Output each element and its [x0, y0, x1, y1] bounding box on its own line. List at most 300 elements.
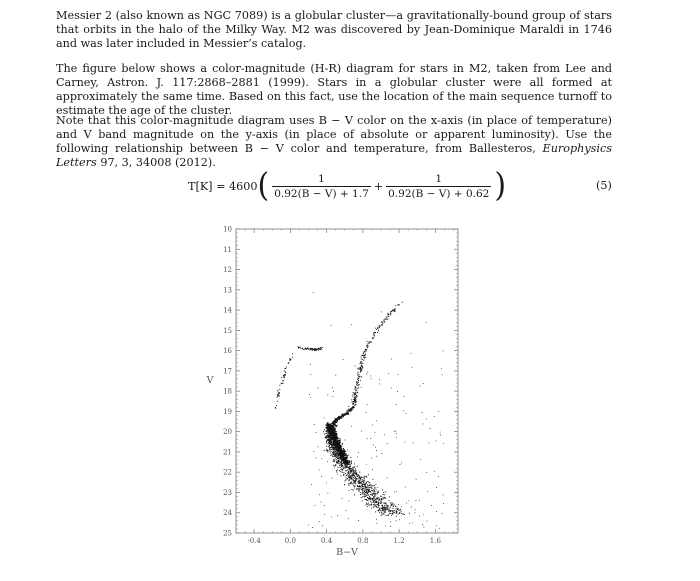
main-sequence-star-point — [388, 515, 389, 516]
main-sequence-star-point — [381, 513, 382, 514]
field-star-point — [381, 453, 382, 454]
turnoff-core-star-point — [344, 453, 345, 454]
field-star-point — [342, 498, 343, 499]
field-star-point — [403, 410, 404, 411]
main-sequence-star-point — [329, 433, 330, 434]
field-star-point — [335, 375, 336, 376]
main-sequence-star-point — [364, 483, 365, 484]
field-star-point — [318, 388, 319, 389]
rgb-star-point — [356, 389, 357, 390]
main-sequence-star-point — [393, 505, 394, 506]
blue-hb-star-point — [281, 383, 282, 384]
field-star-point — [357, 456, 358, 457]
turnoff-core-star-point — [343, 449, 344, 450]
field-star-point — [384, 434, 385, 435]
main-sequence-star-point — [348, 466, 349, 467]
main-sequence-star-point — [350, 471, 351, 472]
main-sequence-star-point — [350, 482, 351, 483]
field-star-point — [391, 505, 392, 506]
field-star-point — [409, 523, 410, 524]
rgb-star-point — [358, 380, 359, 381]
turnoff-core-star-point — [327, 430, 328, 431]
blue-hb-star-point — [275, 408, 276, 409]
main-sequence-star-point — [359, 485, 360, 486]
field-star-point — [440, 435, 441, 436]
field-star-point — [344, 484, 345, 485]
main-sequence-star-point — [355, 470, 356, 471]
field-star-point — [438, 476, 439, 477]
y-tick-label: 18 — [223, 387, 232, 396]
main-sequence-star-point — [365, 495, 366, 496]
horizontal-branch-star-point — [310, 348, 311, 349]
field-star-point — [351, 426, 352, 427]
main-sequence-star-point — [336, 453, 337, 454]
main-sequence-star-point — [345, 477, 346, 478]
main-sequence-star-point — [342, 469, 343, 470]
main-sequence-star-point — [360, 492, 361, 493]
field-star-point — [406, 503, 407, 504]
field-star-point — [396, 520, 397, 521]
subgiant-star-point — [339, 419, 340, 420]
main-sequence-star-point — [387, 505, 388, 506]
main-sequence-star-point — [329, 442, 330, 443]
field-star-point — [443, 350, 444, 351]
field-star-point — [367, 404, 368, 405]
rgb-star-point — [360, 369, 361, 370]
turnoff-core-star-point — [334, 429, 335, 430]
main-sequence-star-point — [363, 492, 364, 493]
field-star-point — [324, 417, 325, 418]
blue-hb-star-point — [290, 359, 291, 360]
main-sequence-star-point — [339, 460, 340, 461]
main-sequence-star-point — [372, 498, 373, 499]
field-star-point — [331, 516, 332, 517]
turnoff-core-star-point — [333, 444, 334, 445]
turnoff-core-star-point — [328, 425, 329, 426]
horizontal-branch-star-point — [302, 348, 303, 349]
turnoff-core-star-point — [334, 437, 335, 438]
main-sequence-star-point — [333, 461, 334, 462]
main-sequence-star-point — [385, 498, 386, 499]
field-star-point — [324, 505, 325, 506]
rgb-star-point — [366, 346, 367, 347]
main-sequence-star-point — [346, 478, 347, 479]
main-sequence-star-point — [347, 478, 348, 479]
subgiant-star-point — [342, 415, 343, 416]
horizontal-branch-star-point — [317, 349, 318, 350]
rgb-star-point — [361, 371, 362, 372]
rgb-star-point — [367, 345, 368, 346]
main-sequence-star-point — [353, 472, 354, 473]
field-star-point — [321, 458, 322, 459]
main-sequence-star-point — [366, 477, 367, 478]
turnoff-core-star-point — [331, 426, 332, 427]
rgb-star-point — [395, 305, 396, 306]
rgb-star-point — [373, 333, 374, 334]
field-star-point — [436, 525, 437, 526]
field-star-point — [322, 525, 323, 526]
rgb-star-point — [379, 325, 380, 326]
turnoff-core-star-point — [345, 461, 346, 462]
field-star-point — [411, 507, 412, 508]
field-star-point — [373, 445, 374, 446]
main-sequence-star-point — [343, 467, 344, 468]
main-sequence-star-point — [380, 501, 381, 502]
note-text-a: Note that this color-magnitude diagram uses B − V color on the x-axis (in place of temperature) and V band magnitude on the y-axis (in place of absolute or apparent luminosity). Use the following relationship between B − V color and temperature, from Ballesteros, — [56, 114, 612, 155]
field-star-point — [436, 487, 437, 488]
main-sequence-star-point — [350, 468, 351, 469]
rgb-star-point — [394, 311, 395, 312]
main-sequence-star-point — [373, 493, 374, 494]
horizontal-branch-star-point — [305, 348, 306, 349]
main-sequence-star-point — [373, 489, 374, 490]
main-sequence-star-point — [335, 453, 336, 454]
main-sequence-star-point — [333, 456, 334, 457]
blue-hb-star-point — [286, 366, 287, 367]
main-sequence-star-point — [341, 446, 342, 447]
y-tick-label: 22 — [223, 468, 232, 477]
main-sequence-star-point — [352, 467, 353, 468]
main-sequence-star-point — [332, 452, 333, 453]
rgb-star-point — [357, 396, 358, 397]
turnoff-core-star-point — [341, 449, 342, 450]
rgb-star-point — [362, 367, 363, 368]
rgb-star-point — [378, 330, 379, 331]
rgb-star-point — [374, 335, 375, 336]
main-sequence-star-point — [364, 491, 365, 492]
main-sequence-star-point — [371, 490, 372, 491]
main-sequence-star-point — [374, 487, 375, 488]
main-sequence-star-point — [340, 475, 341, 476]
field-star-point — [311, 484, 312, 485]
main-sequence-star-point — [366, 487, 367, 488]
star-points — [275, 292, 444, 533]
field-star-point — [367, 438, 368, 439]
main-sequence-star-point — [378, 500, 379, 501]
main-sequence-star-point — [355, 479, 356, 480]
field-star-point — [336, 472, 337, 473]
main-sequence-star-point — [339, 463, 340, 464]
turnoff-core-star-point — [342, 463, 343, 464]
horizontal-branch-star-point — [300, 348, 301, 349]
main-sequence-star-point — [365, 504, 366, 505]
field-star-point — [419, 500, 420, 501]
rgb-star-point — [359, 363, 360, 364]
field-star-point — [439, 528, 440, 529]
main-sequence-star-point — [356, 489, 357, 490]
field-star-point — [434, 471, 435, 472]
main-sequence-star-point — [335, 426, 336, 427]
turnoff-core-star-point — [340, 449, 341, 450]
rgb-star-point — [371, 341, 372, 342]
field-star-point — [376, 523, 377, 524]
rgb-star-point — [354, 388, 355, 389]
main-sequence-star-point — [360, 486, 361, 487]
blue-hb-star-point — [277, 394, 278, 395]
subgiant-star-point — [348, 409, 349, 410]
subgiant-star-point — [342, 417, 343, 418]
rgb-star-point — [360, 380, 361, 381]
rgb-star-point — [356, 382, 357, 383]
rgb-star-point — [364, 350, 365, 351]
field-star-point — [331, 325, 332, 326]
main-sequence-star-point — [367, 485, 368, 486]
rgb-star-point — [352, 403, 353, 404]
field-star-point — [423, 423, 424, 424]
field-star-point — [396, 404, 397, 405]
field-star-point — [308, 524, 309, 525]
field-star-point — [434, 416, 435, 417]
field-star-point — [361, 431, 362, 432]
main-sequence-star-point — [385, 503, 386, 504]
main-sequence-star-point — [375, 493, 376, 494]
y-tick-label: 20 — [223, 428, 232, 437]
main-sequence-star-point — [345, 480, 346, 481]
main-sequence-star-point — [384, 511, 385, 512]
horizontal-branch-star-point — [318, 348, 319, 349]
rgb-star-point — [390, 313, 391, 314]
turnoff-core-star-point — [340, 456, 341, 457]
main-sequence-star-point — [368, 474, 369, 475]
field-star-point — [344, 440, 345, 441]
rgb-star-point — [380, 326, 381, 327]
main-sequence-star-point — [330, 452, 331, 453]
main-sequence-star-point — [386, 503, 387, 504]
main-sequence-star-point — [326, 433, 327, 434]
field-star-point — [331, 454, 332, 455]
field-star-point — [372, 425, 373, 426]
turnoff-core-star-point — [343, 448, 344, 449]
main-sequence-star-point — [345, 466, 346, 467]
field-star-point — [395, 430, 396, 431]
turnoff-core-star-point — [344, 455, 345, 456]
subgiant-star-point — [346, 412, 347, 413]
blue-hb-star-point — [278, 391, 279, 392]
turnoff-core-star-point — [330, 436, 331, 437]
field-star-point — [387, 478, 388, 479]
main-sequence-star-point — [374, 502, 375, 503]
main-sequence-star-point — [350, 457, 351, 458]
main-sequence-star-point — [335, 458, 336, 459]
main-sequence-star-point — [378, 507, 379, 508]
turnoff-core-star-point — [343, 458, 344, 459]
main-sequence-star-point — [342, 466, 343, 467]
rgb-star-point — [397, 304, 398, 305]
subgiant-star-point — [350, 410, 351, 411]
main-sequence-star-point — [353, 467, 354, 468]
field-star-point — [385, 525, 386, 526]
y-tick-label: 21 — [223, 448, 232, 457]
main-sequence-star-point — [339, 459, 340, 460]
field-star-point — [443, 494, 444, 495]
field-star-point — [321, 502, 322, 503]
rgb-star-point — [383, 319, 384, 320]
field-star-point — [379, 383, 380, 384]
main-sequence-star-point — [384, 509, 385, 510]
rgb-star-point — [354, 405, 355, 406]
main-sequence-star-point — [355, 483, 356, 484]
main-sequence-star-point — [354, 487, 355, 488]
main-sequence-star-point — [355, 471, 356, 472]
turnoff-core-star-point — [341, 459, 342, 460]
rgb-star-point — [361, 370, 362, 371]
rgb-star-point — [355, 400, 356, 401]
turnoff-core-star-point — [332, 442, 333, 443]
rgb-star-point — [357, 375, 358, 376]
main-sequence-star-point — [372, 479, 373, 480]
turnoff-core-star-point — [338, 451, 339, 452]
turnoff-core-star-point — [336, 437, 337, 438]
main-sequence-star-point — [352, 474, 353, 475]
rgb-star-point — [367, 347, 368, 348]
main-sequence-star-point — [393, 510, 394, 511]
rgb-star-point — [382, 325, 383, 326]
rgb-star-point — [361, 361, 362, 362]
horizontal-branch-star-point — [308, 348, 309, 349]
main-sequence-star-point — [383, 502, 384, 503]
field-star-point — [370, 376, 371, 377]
main-sequence-star-point — [325, 437, 326, 438]
main-sequence-star-point — [331, 441, 332, 442]
main-sequence-star-point — [348, 454, 349, 455]
main-sequence-star-point — [400, 509, 401, 510]
field-star-point — [371, 378, 372, 379]
field-star-point — [390, 521, 391, 522]
subgiant-star-point — [333, 421, 334, 422]
field-star-point — [422, 524, 423, 525]
field-star-point — [314, 505, 315, 506]
turnoff-core-star-point — [335, 445, 336, 446]
field-star-point — [313, 451, 314, 452]
main-sequence-star-point — [351, 475, 352, 476]
main-sequence-star-point — [376, 501, 377, 502]
main-sequence-star-point — [345, 470, 346, 471]
rgb-star-point — [355, 402, 356, 403]
turnoff-core-star-point — [329, 435, 330, 436]
y-tick-label: 10 — [223, 225, 232, 234]
main-sequence-star-point — [398, 510, 399, 511]
main-sequence-star-point — [383, 494, 384, 495]
field-star-point — [337, 515, 338, 516]
main-sequence-star-point — [368, 505, 369, 506]
rgb-star-point — [373, 334, 374, 335]
field-star-point — [423, 527, 424, 528]
main-sequence-star-point — [369, 482, 370, 483]
horizontal-branch-star-point — [300, 347, 301, 348]
main-sequence-star-point — [359, 480, 360, 481]
turnoff-core-star-point — [339, 447, 340, 448]
field-star-point — [415, 500, 416, 501]
main-sequence-star-point — [352, 483, 353, 484]
main-sequence-star-point — [340, 469, 341, 470]
main-sequence-star-point — [351, 483, 352, 484]
main-sequence-star-point — [357, 481, 358, 482]
blue-hb-star-point — [277, 401, 278, 402]
plus-sign: + — [373, 179, 384, 193]
field-star-point — [348, 518, 349, 519]
rgb-star-point — [363, 360, 364, 361]
equation — [0, 168, 700, 204]
field-star-point — [375, 447, 376, 448]
note-text-b: 97, 3, 34008 (2012). — [96, 156, 216, 169]
main-sequence-star-point — [333, 445, 334, 446]
main-sequence-star-point — [378, 505, 379, 506]
main-sequence-star-point — [333, 453, 334, 454]
rgb-star-point — [369, 342, 370, 343]
rgb-star-point — [362, 359, 363, 360]
main-sequence-star-point — [363, 477, 364, 478]
rgb-star-point — [361, 369, 362, 370]
main-sequence-star-point — [324, 429, 325, 430]
rgb-star-point — [357, 392, 358, 393]
main-sequence-star-point — [371, 485, 372, 486]
main-sequence-star-point — [337, 461, 338, 462]
turnoff-core-star-point — [347, 462, 348, 463]
blue-hb-star-point — [278, 394, 279, 395]
turnoff-core-star-point — [346, 453, 347, 454]
main-sequence-star-point — [326, 446, 327, 447]
main-sequence-star-point — [379, 512, 380, 513]
main-sequence-star-point — [324, 434, 325, 435]
main-sequence-star-point — [379, 509, 380, 510]
turnoff-core-star-point — [334, 427, 335, 428]
main-sequence-star-point — [387, 508, 388, 509]
main-sequence-star-point — [335, 451, 336, 452]
main-sequence-star-point — [378, 503, 379, 504]
field-star-point — [428, 442, 429, 443]
main-sequence-star-point — [340, 465, 341, 466]
main-sequence-star-point — [394, 510, 395, 511]
subgiant-star-point — [339, 417, 340, 418]
blue-hb-star-point — [277, 390, 278, 391]
field-star-point — [372, 469, 373, 470]
field-star-point — [397, 391, 398, 392]
rgb-star-point — [402, 302, 403, 303]
field-star-point — [381, 311, 382, 312]
rgb-star-point — [356, 385, 357, 386]
main-sequence-star-point — [375, 484, 376, 485]
turnoff-core-star-point — [334, 442, 335, 443]
field-star-point — [309, 394, 310, 395]
field-star-point — [391, 388, 392, 389]
subgiant-star-point — [337, 420, 338, 421]
equation-lhs: T[K] = 4600 — [188, 179, 258, 193]
main-sequence-star-point — [344, 468, 345, 469]
rgb-star-point — [386, 316, 387, 317]
rgb-star-point — [354, 396, 355, 397]
main-sequence-star-point — [328, 443, 329, 444]
field-star-point — [326, 482, 327, 483]
field-star-point — [371, 457, 372, 458]
main-sequence-star-point — [364, 499, 365, 500]
main-sequence-star-point — [356, 474, 357, 475]
field-star-point — [346, 510, 347, 511]
main-sequence-star-point — [351, 479, 352, 480]
main-sequence-star-point — [379, 508, 380, 509]
main-sequence-star-point — [372, 494, 373, 495]
rgb-star-point — [353, 401, 354, 402]
main-sequence-star-point — [329, 443, 330, 444]
field-star-point — [349, 483, 350, 484]
rgb-star-point — [357, 388, 358, 389]
main-sequence-star-point — [326, 430, 327, 431]
rgb-star-point — [367, 344, 368, 345]
field-star-point — [423, 383, 424, 384]
main-sequence-star-point — [361, 493, 362, 494]
main-sequence-star-point — [374, 491, 375, 492]
main-sequence-star-point — [326, 449, 327, 450]
field-star-point — [316, 457, 317, 458]
